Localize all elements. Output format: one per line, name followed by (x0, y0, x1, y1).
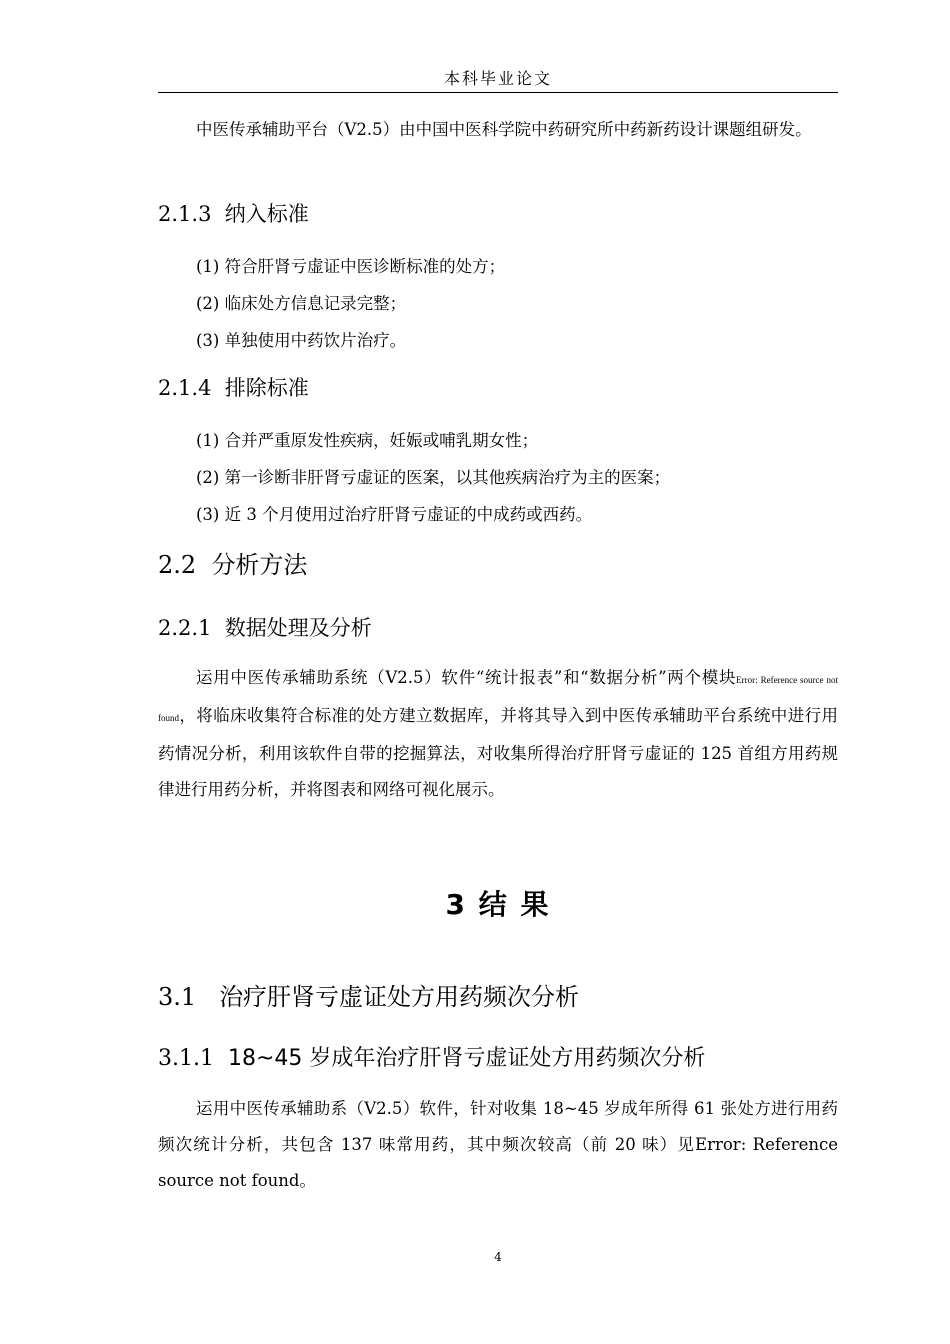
inclusion-item-2: (2) 临床处方信息记录完整； (196, 294, 407, 313)
heading-number: 3.1 (158, 983, 197, 1011)
chapter-3-title: 3 结 果 (445, 888, 551, 921)
heading-title: 18~45 岁成年治疗肝肾亏虚证处方用药频次分析 (227, 1046, 706, 1071)
heading-3-1-1 (158, 1041, 705, 1072)
page-header-title: 本科毕业论文 (443, 69, 552, 88)
heading-title: 数据处理及分析 (224, 616, 372, 640)
heading-2-1-3 (158, 198, 309, 228)
heading-number: 2.1.3 (158, 202, 212, 226)
method-text-part2: ，将临床收集符合标准的处方建立数据库，并将其导入到中医传承辅助平台系统中进行用药情况分析，利用该软件自带的挖掘算法，对收集所得治疗肝肾亏虚证的 125 首组方用药规律进行用药分析，并将图表和网络可视化展示。 (158, 706, 838, 799)
method-text-part1: 运用中医传承辅助系统（V2.5）软件“统计报表”和“数据分析”两个模块 (196, 668, 737, 687)
heading-title: 纳入标准 (224, 202, 309, 226)
heading-number: 2.1.4 (158, 376, 212, 400)
heading-title: 排除标准 (224, 376, 309, 400)
inclusion-item-3: (3) 单独使用中药饮片治疗。 (196, 331, 407, 350)
result-paragraph: 运用中医传承辅助系（V2.5）软件，针对收集 18~45 岁成年所得 61 张处方进行用药频次统计分析，共包含 137 味常用药，其中频次较高（前 20 味）见Error: Reference source not found。 (158, 1099, 838, 1190)
page-number: 4 (494, 1250, 502, 1264)
heading-2-1-4 (158, 372, 309, 402)
method-paragraph (158, 660, 838, 808)
header-rule (158, 92, 838, 93)
heading-title: 分析方法 (211, 551, 308, 579)
exclusion-item-2: (2) 第一诊断非肝肾亏虚证的医案，以其他疾病治疗为主的医案； (196, 468, 671, 487)
heading-title: 治疗肝肾亏虚证处方用药频次分析 (219, 983, 580, 1011)
inclusion-item-1: (1) 符合肝肾亏虚证中医诊断标准的处方； (196, 257, 506, 276)
heading-number: 2.2 (158, 551, 197, 579)
intro-paragraph: 中医传承辅助平台（V2.5）由中国中医科学院中药研究所中药新药设计课题组研发。 (196, 120, 812, 139)
exclusion-item-1: (1) 合并严重原发性疾病，妊娠或哺乳期女性； (196, 431, 539, 450)
exclusion-item-3: (3) 近 3 个月使用过治疗肝肾亏虚证的中成药或西药。 (196, 505, 593, 524)
heading-number: 3.1.1 (158, 1046, 214, 1071)
heading-number: 2.2.1 (158, 616, 212, 640)
error-reference: Error: Reference source not found (158, 675, 838, 723)
heading-3-1 (158, 977, 579, 1012)
heading-2-2 (158, 545, 307, 580)
heading-2-2-1 (158, 612, 372, 642)
